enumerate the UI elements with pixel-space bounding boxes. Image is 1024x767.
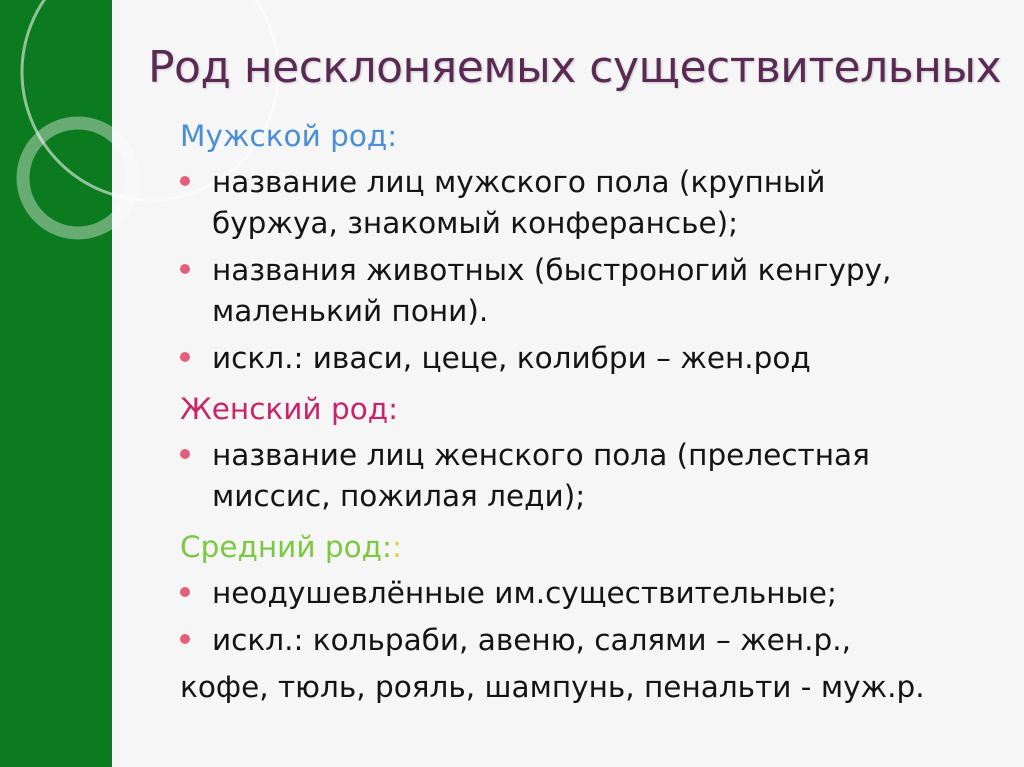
item-line: маленький пони). [212,294,489,328]
female-gender-heading: Женский род: [180,391,399,426]
heading-accent: : [392,529,402,564]
item-line: искл.: иваси, цеце, колибри – жен.род [212,341,811,375]
item-line: искл.: кольраби, авеню, салями – жен.р., [212,623,851,657]
item-line: названия животных (быстроногий кенгуру, [212,253,892,287]
item-line: неодушевлённые им.существительные; [212,576,837,610]
item-line: миссис, пожилая леди); [212,479,586,513]
slide-title: Род несклоняемых существительных [148,42,1002,93]
item-line: название лиц мужского пола (крупный [212,165,826,199]
list-item [180,250,1000,332]
bullet-dot [180,264,190,274]
bullet-dot [180,449,190,459]
slide-body [180,112,1000,708]
item-line: название лиц женского пола (прелестная [212,438,870,472]
trailing-line: кофе, тюль, рояль, шампунь, пенальти - муж.р. [180,670,925,704]
list-item [180,573,1000,614]
list-item [180,435,1000,517]
list-item [180,162,1000,244]
list-item [180,620,1000,661]
bullet-dot [180,634,190,644]
neuter-gender-heading [180,523,1000,571]
list-item [180,338,1000,379]
male-gender-heading: Мужской род: [180,118,398,153]
item-line: буржуа, знакомый конферансье); [212,206,739,240]
neuter-heading-text: Средний род: [180,529,392,564]
bullet-dot [180,352,190,362]
bullet-dot [180,176,190,186]
bullet-dot [180,587,190,597]
